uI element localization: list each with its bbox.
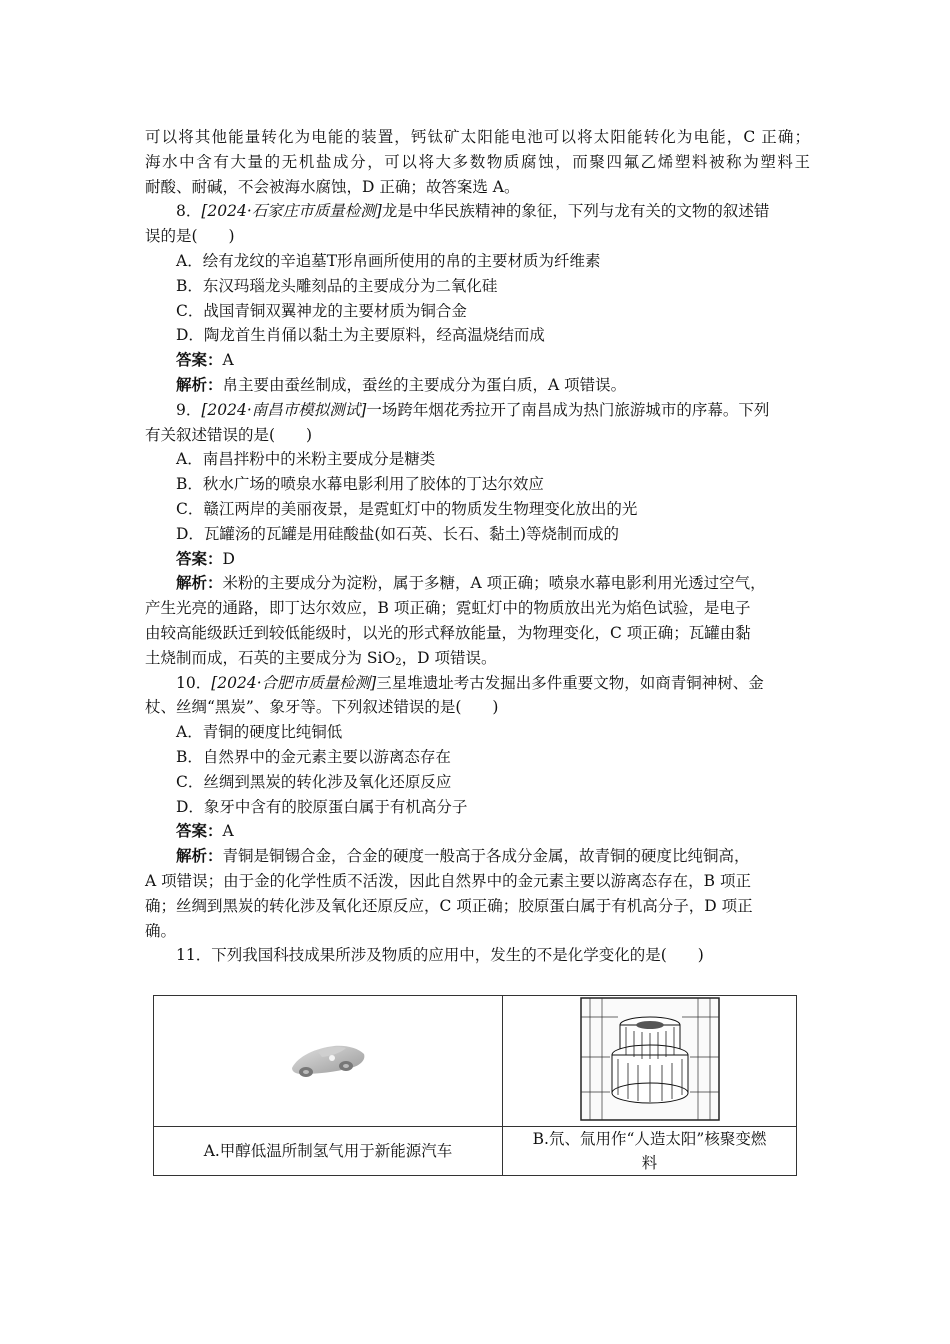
q10-analysis-label: 解析： xyxy=(176,846,223,866)
fusion-reactor-illustration-icon xyxy=(580,997,720,1121)
q10-analysis-line2: A 项错误；由于金的化学性质不活泼，因此自然界中的金元素主要以游离态存在，B 项正 xyxy=(145,871,751,890)
q9-option-a: A．南昌拌粉中的米粉主要成分是糖类 xyxy=(176,450,436,469)
option-b-caption-line1: B.氘、氚用作“人造太阳”核聚变燃 xyxy=(532,1130,767,1148)
q8-stem-text: 龙是中华民族精神的象征，下列与龙有关的文物的叙述错 xyxy=(381,202,770,221)
intro-line-1: 可以将其他能量转化为电能的装置，钙钛矿太阳能电池可以将太阳能转化为电能，C 正确； xyxy=(145,128,810,146)
q10-stem-text: 三星堆遗址考古发掘出多件重要文物，如商青铜神树、金 xyxy=(376,673,764,692)
q10-answer xyxy=(145,819,810,844)
car-illustration-icon xyxy=(288,1034,368,1084)
q9-analysis-line4 xyxy=(145,646,810,671)
q11-options-table xyxy=(153,995,797,1176)
q9-analysis-text: 米粉的主要成分为淀粉，属于多糖，A 项正确；喷泉水幕电影利用光透过空气， xyxy=(222,574,766,593)
q8-analysis-label: 解析： xyxy=(176,374,223,394)
option-b-caption xyxy=(503,1127,797,1176)
q8-option-d: D．陶龙首生肖俑以黏土为主要原料，经高温烧结而成 xyxy=(176,326,545,345)
q8-answer-label: 答案： xyxy=(176,350,223,370)
q9-answer-value: D xyxy=(222,549,235,568)
q8-option-b: B．东汉玛瑙龙头雕刻品的主要成分为二氧化硅 xyxy=(176,276,498,295)
q10-stem xyxy=(145,671,810,696)
q10-analysis-line1 xyxy=(145,844,810,869)
q9-source: [2024·南昌市模拟测试] xyxy=(201,400,367,419)
q10-option-a: A．青铜的硬度比纯铜低 xyxy=(176,723,343,742)
option-a-caption: A.甲醇低温所制氢气用于新能源汽车 xyxy=(154,1127,503,1176)
q10-number: 10． xyxy=(176,673,212,692)
q8-stem xyxy=(145,199,810,224)
intro-line-2: 海水中含有大量的无机盐成分，可以将大多数物质腐蚀，而聚四氟乙烯塑料被称为塑料王 xyxy=(145,152,810,171)
q10-option-c: C．丝绸到黑炭的转化涉及氧化还原反应 xyxy=(176,772,452,791)
q9-analysis-line2: 产生光亮的通路，即丁达尔效应，B 项正确；霓虹灯中的物质放出光为焰色试验，是电子 xyxy=(145,599,751,618)
q10-answer-label: 答案： xyxy=(176,821,223,841)
q10-analysis-line4: 确。 xyxy=(145,921,177,940)
option-a-image-cell xyxy=(154,996,503,1127)
q9-analysis-line3: 由较高能级跃迁到较低能级时，以光的形式释放能量，为物理变化，C 项正确；瓦罐由黏 xyxy=(145,623,751,642)
q8-stem-line2: 误的是( ) xyxy=(145,227,235,246)
q9-option-b: B．秋水广场的喷泉水幕电影利用了胶体的丁达尔效应 xyxy=(176,475,544,494)
q10-source: [2024·合肥市质量检测] xyxy=(211,673,377,692)
q9-number: 9． xyxy=(176,400,202,419)
q9-analysis-label: 解析： xyxy=(176,573,223,593)
q9-stem xyxy=(145,398,810,423)
q8-option-c: C．战国青铜双翼神龙的主要材质为铜合金 xyxy=(176,301,467,320)
q9-answer xyxy=(145,547,810,572)
option-b-image-cell xyxy=(503,996,797,1127)
q9-analysis-line4-tail: ，D 项错误。 xyxy=(401,648,497,667)
q9-analysis-line4-text: 土烧制而成，石英的主要成分为 SiO xyxy=(145,648,396,667)
q8-source: [2024·石家庄市质量检测] xyxy=(201,202,382,221)
q9-stem-line2: 有关叙述错误的是( ) xyxy=(145,425,313,444)
q9-stem-text: 一场跨年烟花秀拉开了南昌成为热门旅游城市的序幕。下列 xyxy=(366,400,770,419)
q10-option-b: B．自然界中的金元素主要以游离态存在 xyxy=(176,747,451,766)
q10-analysis-text: 青铜是铜锡合金，合金的硬度一般高于各成分金属，故青铜的硬度比纯铜高， xyxy=(222,847,750,866)
q8-analysis xyxy=(145,373,810,398)
q10-option-d: D．象牙中含有的胶原蛋白属于有机高分子 xyxy=(176,797,468,816)
q9-option-d: D．瓦罐汤的瓦罐是用硅酸盐(如石英、长石、黏土)等烧制而成的 xyxy=(176,524,620,543)
q10-analysis-line3: 确；丝绸到黑炭的转化涉及氧化还原反应，C 项正确；胶原蛋白属于有机高分子，D 项正 xyxy=(145,896,753,915)
q8-option-a: A．绘有龙纹的辛追墓T形帛画所使用的帛的主要材质为纤维素 xyxy=(176,251,601,270)
q11-stem: 11．下列我国科技成果所涉及物质的应用中，发生的不是化学变化的是( ) xyxy=(176,946,704,965)
q10-answer-value: A xyxy=(222,822,234,841)
q9-answer-label: 答案： xyxy=(176,548,223,568)
document-page xyxy=(145,125,810,968)
intro-line-3: 耐酸、耐碱，不会被海水腐蚀，D 正确；故答案选 A。 xyxy=(145,177,520,196)
q8-number: 8． xyxy=(176,202,202,221)
q9-analysis-line1 xyxy=(145,571,810,596)
sio2-subscript: 2 xyxy=(395,656,402,668)
q8-answer xyxy=(145,348,810,373)
q10-stem-line2: 杖、丝绸“黑炭”、象牙等。下列叙述错误的是( ) xyxy=(145,698,499,717)
q9-option-c: C．赣江两岸的美丽夜景，是霓虹灯中的物质发生物理变化放出的光 xyxy=(176,499,638,518)
q8-analysis-text: 帛主要由蚕丝制成，蚕丝的主要成分为蛋白质，A 项错误。 xyxy=(222,375,627,394)
q8-answer-value: A xyxy=(222,351,234,370)
option-b-caption-line2: 料 xyxy=(641,1154,658,1172)
